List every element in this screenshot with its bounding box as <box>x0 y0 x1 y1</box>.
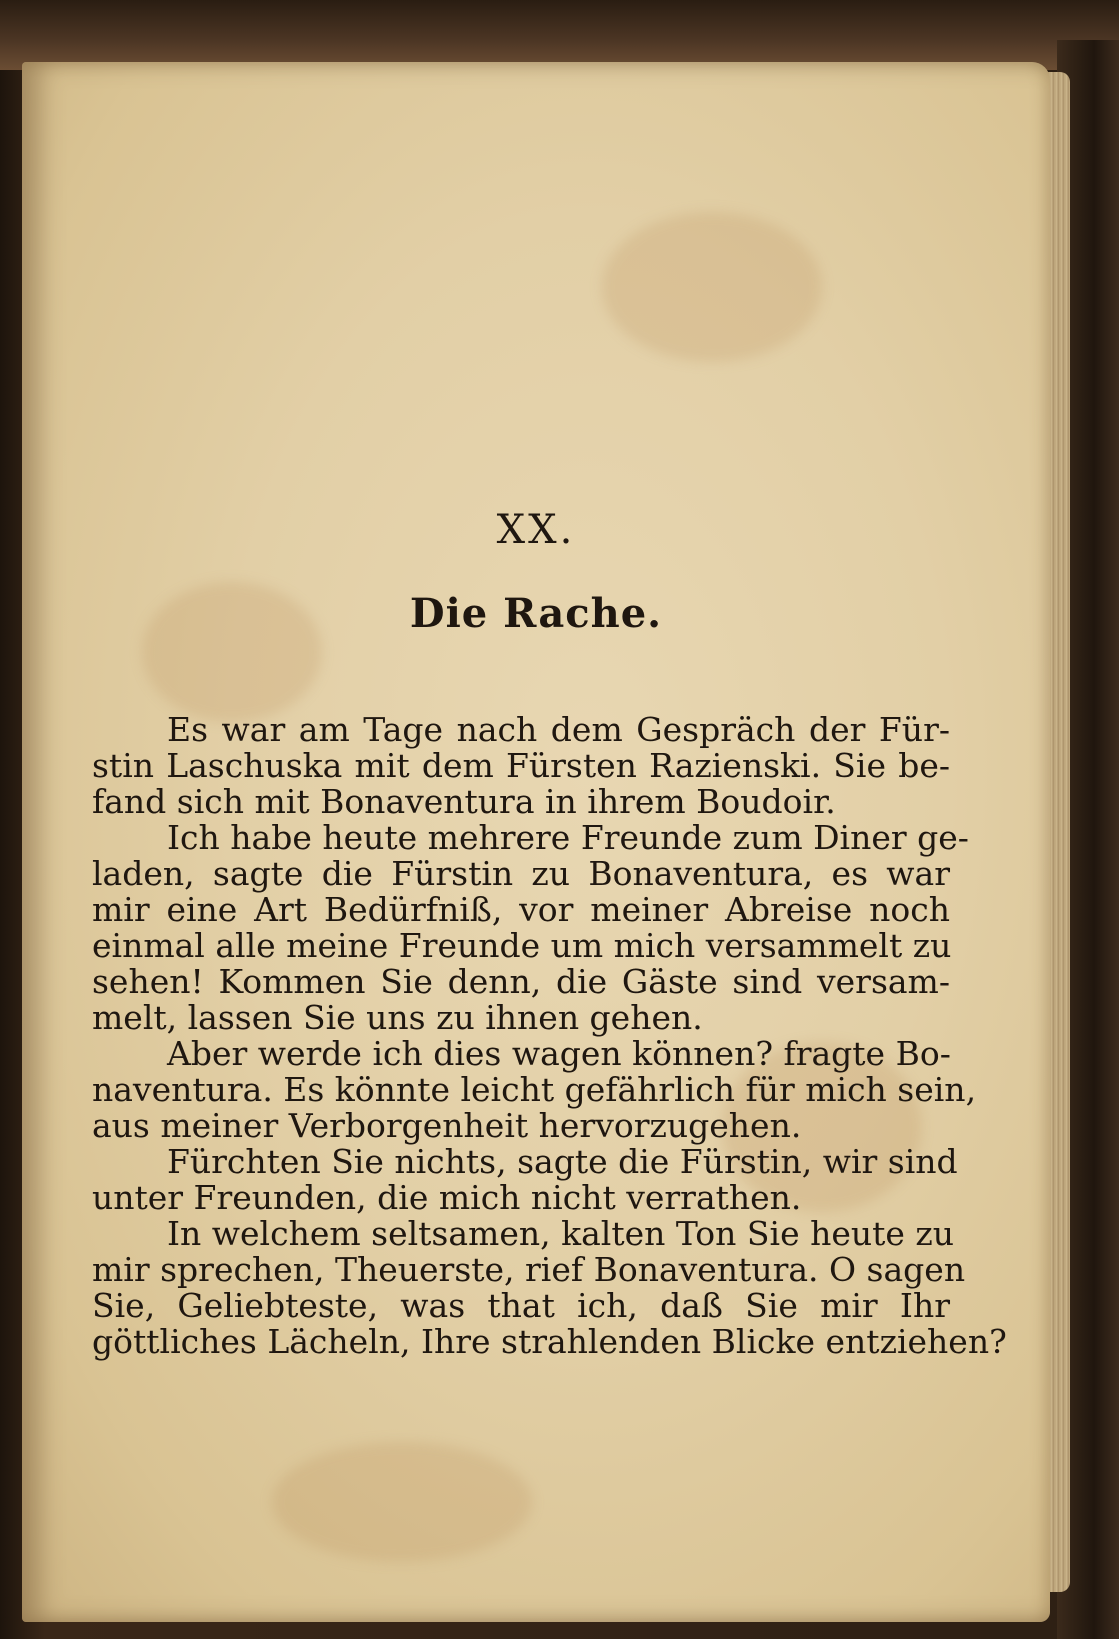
text-line: laden, sagte die Fürstin zu Bonaventura, es war <box>92 854 950 893</box>
text-line: Fürchten Sie nichts, sagte die Fürstin, wir sind <box>167 1142 958 1181</box>
chapter-title: Die Rache. <box>409 590 663 637</box>
text-line: sehen! Kommen Sie denn, die Gäste sind versam- <box>92 962 950 1001</box>
text-line: mir eine Art Bedürfniß, vor meiner Abreise noch <box>92 890 950 929</box>
text-line: aus meiner Verborgenheit hervorzugehen. <box>92 1106 802 1145</box>
text-line: Es war am Tage nach dem Gespräch der Für- <box>167 710 950 749</box>
chapter-number: XX. <box>496 507 576 553</box>
text-line: unter Freunden, die mich nicht verrathen. <box>92 1178 802 1217</box>
text-line: melt, lassen Sie uns zu ihnen gehen. <box>92 998 703 1037</box>
text-line: naventura. Es könnte leicht gefährlich für mich sein, <box>92 1070 977 1109</box>
page-text <box>22 62 1050 1622</box>
text-line: In welchem seltsamen, kalten Ton Sie heute zu <box>167 1214 955 1253</box>
text-line: mir sprechen, Theuerste, rief Bonaventura. O sagen <box>92 1250 966 1289</box>
text-line: Ich habe heute mehrere Freunde zum Diner ge- <box>167 818 969 857</box>
book-cover-top <box>0 0 1119 70</box>
page <box>22 62 1050 1622</box>
text-line: einmal alle meine Freunde um mich versammelt zu <box>92 926 952 965</box>
text-line: fand sich mit Bonaventura in ihrem Boudoir. <box>92 782 836 821</box>
text-line: göttliches Lächeln, Ihre strahlenden Blicke entziehen? <box>92 1322 1007 1361</box>
text-line: stin Laschuska mit dem Fürsten Razienski. Sie be- <box>92 746 950 785</box>
text-line: Sie, Geliebteste, was that ich, daß Sie mir Ihr <box>92 1286 950 1325</box>
text-line: Aber werde ich dies wagen können? fragte Bo- <box>167 1034 951 1073</box>
